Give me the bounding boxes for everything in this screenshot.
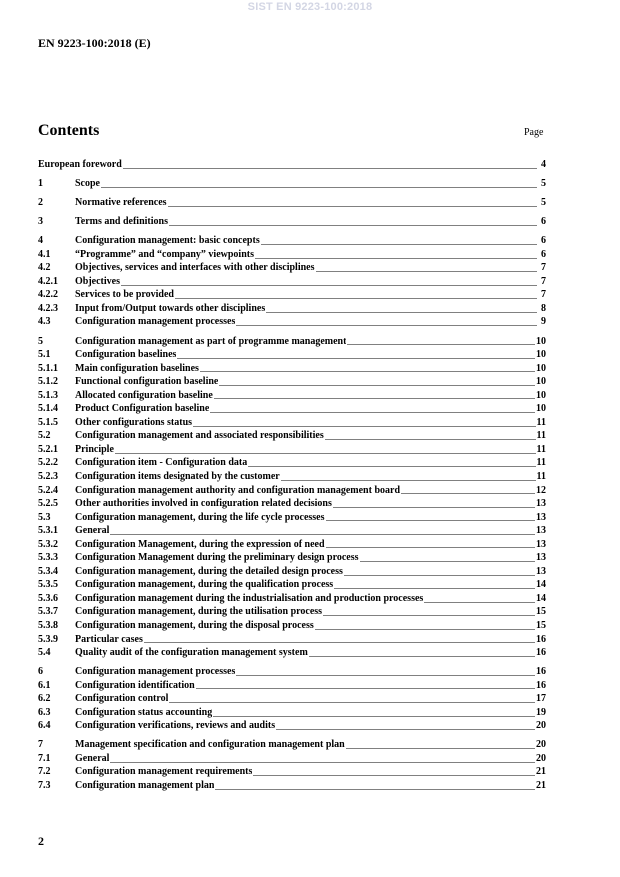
toc-entry-number: 7 [38, 739, 43, 751]
toc-entry-title: Configuration management as part of programme management [75, 335, 347, 347]
toc-dot-leader [219, 385, 535, 386]
toc-entry[interactable] [38, 719, 546, 733]
toc-dot-leader [168, 206, 537, 207]
toc-entry-number: 5.3.2 [38, 538, 58, 550]
toc-entry[interactable] [38, 335, 546, 349]
toc-entry-title: Configuration management, during the disposal process [75, 620, 314, 631]
toc-entry[interactable] [38, 177, 546, 191]
toc-entry-title: Configuration management, during the detailed design process [75, 565, 343, 577]
toc-entry-title: Configuration management, during the qualification process [75, 579, 334, 591]
toc-dot-leader [326, 520, 535, 521]
toc-entry-page: 13 [536, 538, 546, 550]
page-number: 2 [38, 834, 44, 848]
toc-entry-number: 5.1.3 [38, 389, 58, 401]
toc-entry-title: Allocated configuration baseline [75, 389, 213, 401]
toc-entry-page: 16 [536, 647, 546, 659]
toc-entry-title: Configuration item - Configuration data [75, 457, 248, 469]
watermark-text: SIST EN 9223-100:2018 [247, 1, 373, 13]
toc-entry-title: Configuration management, during the life cycle processes [75, 511, 325, 523]
toc-dot-leader [175, 298, 537, 299]
toc-entry[interactable] [38, 315, 546, 329]
toc-entry-number: 5.2.2 [38, 457, 58, 469]
toc-entry-page: 7 [541, 275, 546, 287]
toc-entry-number: 4.3 [38, 316, 51, 328]
toc-entry-number: 6.1 [38, 679, 51, 691]
toc-dot-leader [346, 748, 535, 749]
toc-entry-title: Configuration status accounting [75, 706, 213, 718]
toc-entry-title: Other configurations status [75, 416, 193, 428]
toc-entry-number: 4.2.3 [38, 302, 58, 314]
toc-entry-title: Terms and definitions [75, 216, 168, 228]
toc-entry-title: Functional configuration baseline [75, 376, 219, 388]
toc-entry[interactable] [38, 706, 546, 720]
toc-entry-page: 5 [541, 178, 546, 190]
document-id: EN 9223-100:2018 (E) [38, 36, 151, 50]
toc-dot-leader [344, 575, 535, 576]
page-column-label: Page [524, 127, 544, 138]
toc-dot-leader [169, 225, 537, 226]
toc-entry-page: 13 [536, 525, 546, 537]
toc-entry[interactable] [38, 416, 546, 430]
toc-entry-title: Configuration items designated by the customer [75, 470, 280, 482]
toc-dot-leader [144, 642, 535, 643]
toc-entry-number: 1 [38, 178, 43, 190]
toc-entry[interactable] [38, 633, 546, 647]
toc-entry-number: 5.3.6 [38, 592, 58, 604]
toc-entry-page: 15 [536, 620, 546, 631]
toc-entry-page: 13 [536, 511, 546, 523]
toc-entry-number: 6.3 [38, 706, 51, 718]
toc-entry-number: 5.3.3 [38, 552, 58, 564]
toc-entry[interactable] [38, 646, 546, 660]
toc-entry[interactable] [38, 538, 546, 552]
toc-dot-leader [200, 371, 535, 372]
toc-entry-page: 14 [536, 579, 546, 591]
toc-entry[interactable] [38, 302, 546, 316]
toc-dot-leader [123, 168, 537, 169]
toc-entry[interactable] [38, 348, 546, 362]
toc-entry-title: European foreword [38, 159, 122, 170]
toc-entry-page: 7 [541, 262, 546, 274]
toc-dot-leader [210, 412, 535, 413]
toc-entry-number: 6 [38, 666, 43, 678]
toc-entry-page: 14 [536, 592, 546, 604]
toc-entry-title: “Programme” and “company” viewpoints [75, 248, 254, 260]
toc-entry-title: Configuration baselines [75, 349, 177, 361]
toc-entry-title: Configuration management plan [75, 780, 215, 792]
toc-entry-title: Quality audit of the configuration management system [75, 647, 308, 659]
toc-entry-number: 5.3 [38, 511, 51, 523]
toc-entry-page: 20 [536, 720, 546, 732]
toc-entry-page: 12 [536, 484, 546, 496]
toc-entry-page: 11 [536, 457, 546, 469]
toc-dot-leader [193, 426, 536, 427]
toc-entry-page: 11 [536, 430, 546, 442]
table-of-contents [38, 158, 546, 793]
toc-entry-page: 7 [541, 289, 546, 301]
toc-entry-page: 17 [536, 693, 546, 705]
toc-entry-page: 13 [536, 552, 546, 564]
toc-entry-page: 13 [536, 498, 546, 510]
toc-dot-leader [110, 534, 535, 535]
toc-entry-title: Configuration management processes [75, 316, 236, 328]
toc-entry-page: 11 [536, 416, 546, 428]
toc-entry-page: 11 [536, 470, 546, 482]
toc-entry-number: 5.2.5 [38, 498, 58, 510]
toc-entry-title: Normative references [75, 197, 167, 209]
toc-entry-number: 4.2.1 [38, 275, 58, 287]
toc-dot-leader [236, 325, 537, 326]
toc-dot-leader [121, 285, 537, 286]
toc-entry-title: Main configuration baselines [75, 362, 199, 374]
toc-entry[interactable] [38, 429, 546, 443]
toc-entry-title: General [75, 752, 110, 764]
toc-entry[interactable] [38, 362, 546, 376]
toc-entry-title: Principle [75, 443, 114, 455]
toc-entry-number: 5.1.1 [38, 362, 58, 374]
toc-dot-leader [281, 480, 536, 481]
toc-entry-page: 10 [536, 349, 546, 361]
toc-entry-title: Other authorities involved in configuration related decisions [75, 498, 332, 510]
toc-entry[interactable] [38, 524, 546, 538]
toc-entry-page: 10 [536, 362, 546, 374]
toc-entry[interactable] [38, 248, 546, 262]
toc-entry-title: Configuration management authority and configuration management board [75, 484, 401, 496]
toc-entry-page: 10 [536, 389, 546, 401]
toc-entry[interactable] [38, 578, 546, 592]
toc-entry-number: 5.2.1 [38, 443, 58, 455]
toc-entry-number: 2 [38, 197, 43, 209]
toc-dot-leader [424, 602, 535, 603]
toc-entry-title: Configuration verifications, reviews and audits [75, 720, 276, 732]
toc-entry-page: 10 [536, 335, 546, 347]
toc-entry[interactable] [38, 765, 546, 779]
toc-dot-leader [325, 439, 536, 440]
toc-entry-number: 5.1.5 [38, 416, 58, 428]
toc-entry-number: 3 [38, 216, 43, 228]
toc-entry-title: Configuration control [75, 693, 169, 705]
toc-dot-leader [115, 453, 536, 454]
toc-entry[interactable] [38, 470, 546, 484]
toc-entry-page: 6 [541, 248, 546, 260]
toc-entry-page: 21 [536, 780, 546, 792]
toc-entry[interactable] [38, 779, 546, 793]
toc-entry[interactable] [38, 511, 546, 525]
toc-entry[interactable] [38, 275, 546, 289]
toc-dot-leader [334, 588, 535, 589]
toc-entry-title: Objectives, services and interfaces with other disciplines [75, 262, 315, 274]
toc-dot-leader [316, 271, 537, 272]
toc-entry-title: Configuration management, during the utilisation process [75, 606, 323, 618]
toc-entry-page: 13 [536, 565, 546, 577]
toc-entry-number: 5.2.3 [38, 470, 58, 482]
toc-dot-leader [169, 702, 535, 703]
toc-entry-number: 5.2 [38, 430, 51, 442]
toc-entry-number: 5.3.9 [38, 633, 58, 645]
toc-entry-number: 4.2 [38, 262, 51, 274]
toc-entry-title: Configuration management requirements [75, 766, 253, 778]
toc-entry-number: 6.4 [38, 720, 51, 732]
toc-entry-number: 6.2 [38, 693, 51, 705]
toc-entry-page: 21 [536, 766, 546, 778]
toc-entry-title: Services to be provided [75, 289, 174, 301]
toc-entry-number: 5.1.4 [38, 403, 58, 415]
toc-entry-title: Scope [75, 178, 100, 190]
toc-entry-page: 6 [541, 235, 546, 247]
toc-entry-number: 5.2.4 [38, 484, 58, 496]
toc-entry[interactable] [38, 375, 546, 389]
toc-entry-number: 5 [38, 335, 43, 347]
contents-title: Contents [38, 122, 100, 139]
toc-entry[interactable] [38, 665, 546, 679]
toc-entry[interactable] [38, 497, 546, 511]
toc-dot-leader [196, 688, 535, 689]
toc-entry-number: 4 [38, 235, 43, 247]
toc-dot-leader [347, 344, 535, 345]
toc-dot-leader [261, 244, 537, 245]
toc-entry[interactable] [38, 443, 546, 457]
toc-entry-number: 5.3.8 [38, 620, 58, 631]
toc-entry-number: 5.3.1 [38, 525, 58, 537]
toc-entry[interactable] [38, 196, 546, 210]
toc-entry-title: Configuration Management during the preliminary design process [75, 552, 359, 564]
toc-entry[interactable] [38, 679, 546, 693]
toc-entry[interactable] [38, 484, 546, 498]
toc-dot-leader [110, 762, 535, 763]
toc-entry-title: Configuration identification [75, 679, 195, 691]
toc-entry[interactable] [38, 158, 546, 172]
toc-entry-number: 7.1 [38, 752, 51, 764]
toc-entry-page: 10 [536, 376, 546, 388]
toc-entry-page: 4 [541, 159, 546, 170]
toc-entry[interactable] [38, 261, 546, 275]
toc-entry-number: 5.1 [38, 349, 51, 361]
toc-dot-leader [326, 547, 535, 548]
toc-entry[interactable] [38, 215, 546, 229]
toc-entry[interactable] [38, 551, 546, 565]
toc-dot-leader [177, 358, 535, 359]
toc-dot-leader [253, 775, 535, 776]
toc-entry-number: 5.3.7 [38, 606, 58, 618]
toc-entry-title: Configuration Management, during the expression of need [75, 538, 325, 550]
toc-dot-leader [236, 675, 535, 676]
toc-entry-title: Objectives [75, 275, 120, 287]
toc-entry-title: Configuration management during the industrialisation and production processes [75, 592, 424, 604]
toc-entry-title: Configuration management: basic concepts [75, 235, 260, 247]
toc-entry-page: 16 [536, 666, 546, 678]
toc-entry-page: 8 [541, 302, 546, 314]
toc-entry[interactable] [38, 288, 546, 302]
toc-entry-page: 20 [536, 752, 546, 764]
toc-entry[interactable] [38, 592, 546, 606]
toc-entry-page: 16 [536, 679, 546, 691]
toc-dot-leader [309, 656, 535, 657]
toc-entry[interactable] [38, 692, 546, 706]
toc-entry-number: 4.1 [38, 248, 51, 260]
toc-dot-leader [266, 312, 537, 313]
toc-entry-page: 5 [541, 197, 546, 209]
toc-entry[interactable] [38, 738, 546, 752]
toc-entry-title: Input from/Output towards other disciplines [75, 302, 266, 314]
toc-entry-number: 5.3.5 [38, 579, 58, 591]
toc-entry-page: 10 [536, 403, 546, 415]
toc-entry[interactable] [38, 402, 546, 416]
toc-entry-title: Product Configuration baseline [75, 403, 210, 415]
toc-entry[interactable] [38, 752, 546, 766]
toc-dot-leader [401, 493, 535, 494]
toc-dot-leader [214, 398, 535, 399]
toc-entry-page: 9 [541, 316, 546, 328]
toc-dot-leader [315, 629, 535, 630]
toc-dot-leader [248, 466, 535, 467]
toc-entry[interactable] [38, 619, 546, 633]
toc-dot-leader [255, 258, 537, 259]
toc-entry-page: 6 [541, 216, 546, 228]
toc-dot-leader [215, 789, 535, 790]
toc-entry-title: Management specification and configuration management plan [75, 739, 345, 751]
toc-entry-number: 4.2.2 [38, 289, 58, 301]
toc-entry-title: Configuration management and associated responsibilities [75, 430, 324, 442]
toc-entry-number: 5.4 [38, 647, 51, 659]
toc-dot-leader [360, 561, 535, 562]
toc-dot-leader [276, 729, 535, 730]
toc-entry[interactable] [38, 389, 546, 403]
toc-entry-title: Configuration management processes [75, 666, 236, 678]
toc-entry-page: 19 [536, 706, 546, 718]
toc-entry-number: 5.1.2 [38, 376, 58, 388]
toc-entry-page: 15 [536, 606, 546, 618]
toc-entry-title: Particular cases [75, 633, 143, 645]
toc-entry[interactable] [38, 605, 546, 619]
toc-entry[interactable] [38, 456, 546, 470]
toc-entry-title: General [75, 525, 110, 537]
toc-dot-leader [101, 187, 537, 188]
toc-entry-page: 16 [536, 633, 546, 645]
toc-dot-leader [333, 507, 535, 508]
toc-entry-number: 7.3 [38, 780, 51, 792]
toc-entry[interactable] [38, 565, 546, 579]
toc-dot-leader [213, 716, 535, 717]
toc-entry-number: 5.3.4 [38, 565, 58, 577]
toc-entry-number: 7.2 [38, 766, 51, 778]
toc-entry-page: 20 [536, 739, 546, 751]
toc-entry[interactable] [38, 234, 546, 248]
toc-entry-page: 11 [536, 443, 546, 455]
toc-dot-leader [323, 615, 535, 616]
